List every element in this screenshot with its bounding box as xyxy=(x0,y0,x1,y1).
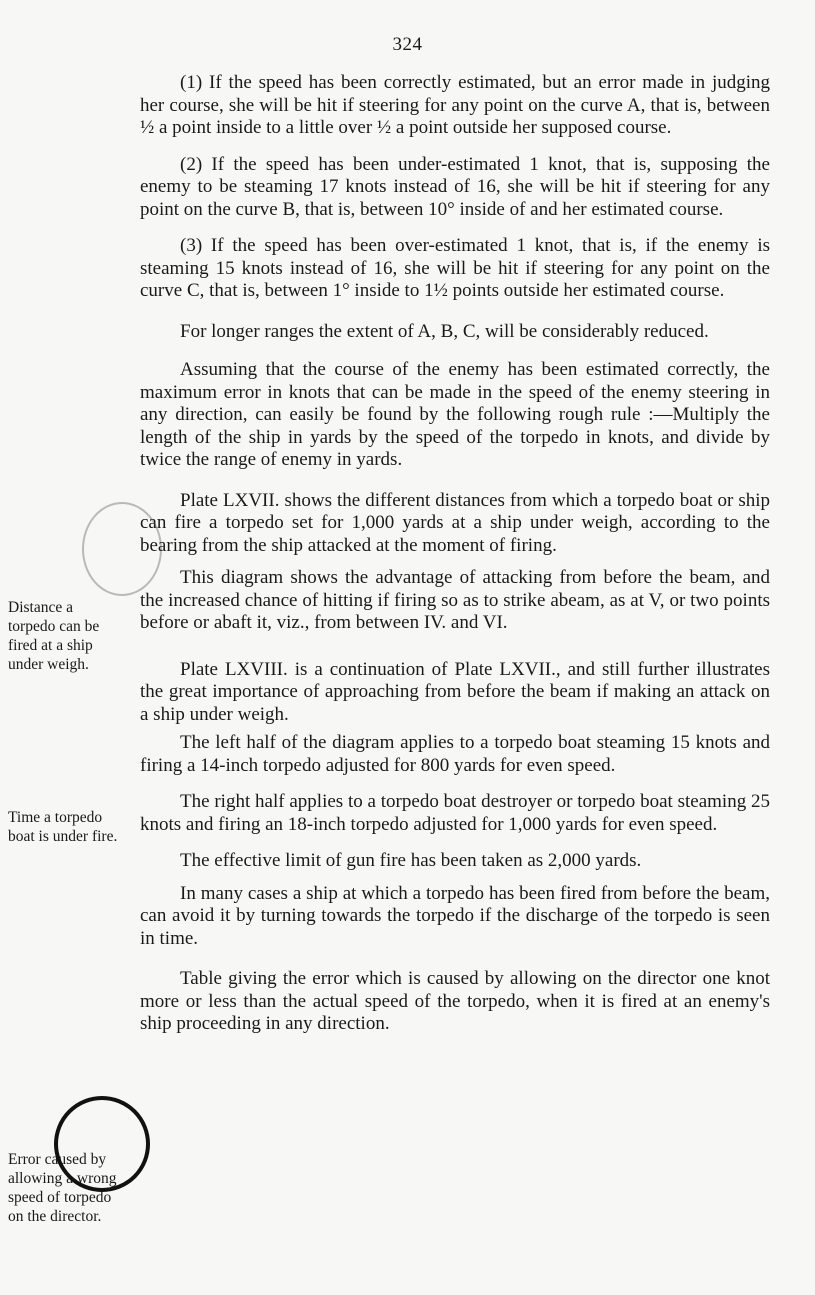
margin-note-distance: Distance a torpedo can be fired at a ship under weigh. xyxy=(8,599,100,673)
paragraph-13: Table giving the error which is caused by allowing on the director one knot more or less than the actual speed of the torpedo, when it is fired at an enemy's ship proceeding in any direction. xyxy=(140,968,770,1034)
paragraph-10: The right half applies to a torpedo boat destroyer or torpedo boat steaming 25 knots and firing an 18-inch torpedo adjusted for 1,000 yards for even speed. xyxy=(140,791,770,835)
paragraph-5: Assuming that the course of the enemy has been estimated correctly, the maximum error in knots that can be made in the speed of the enemy steering in any direction, can easily be found by the following rough rule :—Multiply the length of the ship in yards by the speed of the torpedo in knots, and divide by twice the range of enemy in yards. xyxy=(140,359,770,470)
page-number: 324 xyxy=(392,34,423,55)
paragraph-9: The left half of the diagram applies to a torpedo boat steaming 15 knots and firing a 14-inch torpedo adjusted for 800 yards for even speed. xyxy=(140,732,770,776)
paragraph-2: (2) If the speed has been under-estimated 1 knot, that is, supposing the enemy to be steaming 17 knots instead of 16, she will be hit if steering for any point on the curve B, that is, between 10° inside of and her estimated course. xyxy=(140,153,770,220)
paragraph-7: This diagram shows the advantage of attacking from before the beam, and the increased chance of hitting if firing so as to strike abeam, as at V, or two points before or abaft it, viz., from between IV. and VI. xyxy=(140,567,770,633)
paragraph-3: (3) If the speed has been over-estimated 1 knot, that is, if the enemy is steaming 15 knots instead of 16, she will be hit if steering for any point on the curve C, that is, between 1° inside to 1½ points outside her estimated course. xyxy=(140,235,770,301)
paragraph-12: In many cases a ship at which a torpedo has been fired from before the beam, can avoid it by turning towards the torpedo if the discharge of the torpedo is seen in time. xyxy=(140,882,770,949)
margin-note-time-under-fire: Time a torpedo boat is under fire. xyxy=(8,809,118,845)
paragraph-4: For longer ranges the extent of A, B, C, will be considerably reduced. xyxy=(180,320,709,342)
paragraph-8: Plate LXVIII. is a continuation of Plate LXVII., and still further illustrates the great importance of approaching from before the beam if making an attack on a ship under weigh. xyxy=(140,658,770,725)
paragraph-6: Plate LXVII. shows the different distances from which a torpedo boat or ship can fire a torpedo set for 1,000 yards at a ship under weigh, according to the bearing from the ship attacked at the moment of firing. xyxy=(140,489,770,556)
paragraph-11: The effective limit of gun fire has been taken as 2,000 yards. xyxy=(180,850,642,871)
margin-note-error-caused: Error caused by allowing a wrong speed of torpedo on the director. xyxy=(8,1151,117,1225)
paragraph-1: (1) If the speed has been correctly estimated, but an error made in judging her course, she will be hit if steering for any point on the curve A, that is, between ½ a point inside to a little over ½ a point outside her supposed course. xyxy=(140,72,770,138)
body-text xyxy=(140,72,770,1036)
